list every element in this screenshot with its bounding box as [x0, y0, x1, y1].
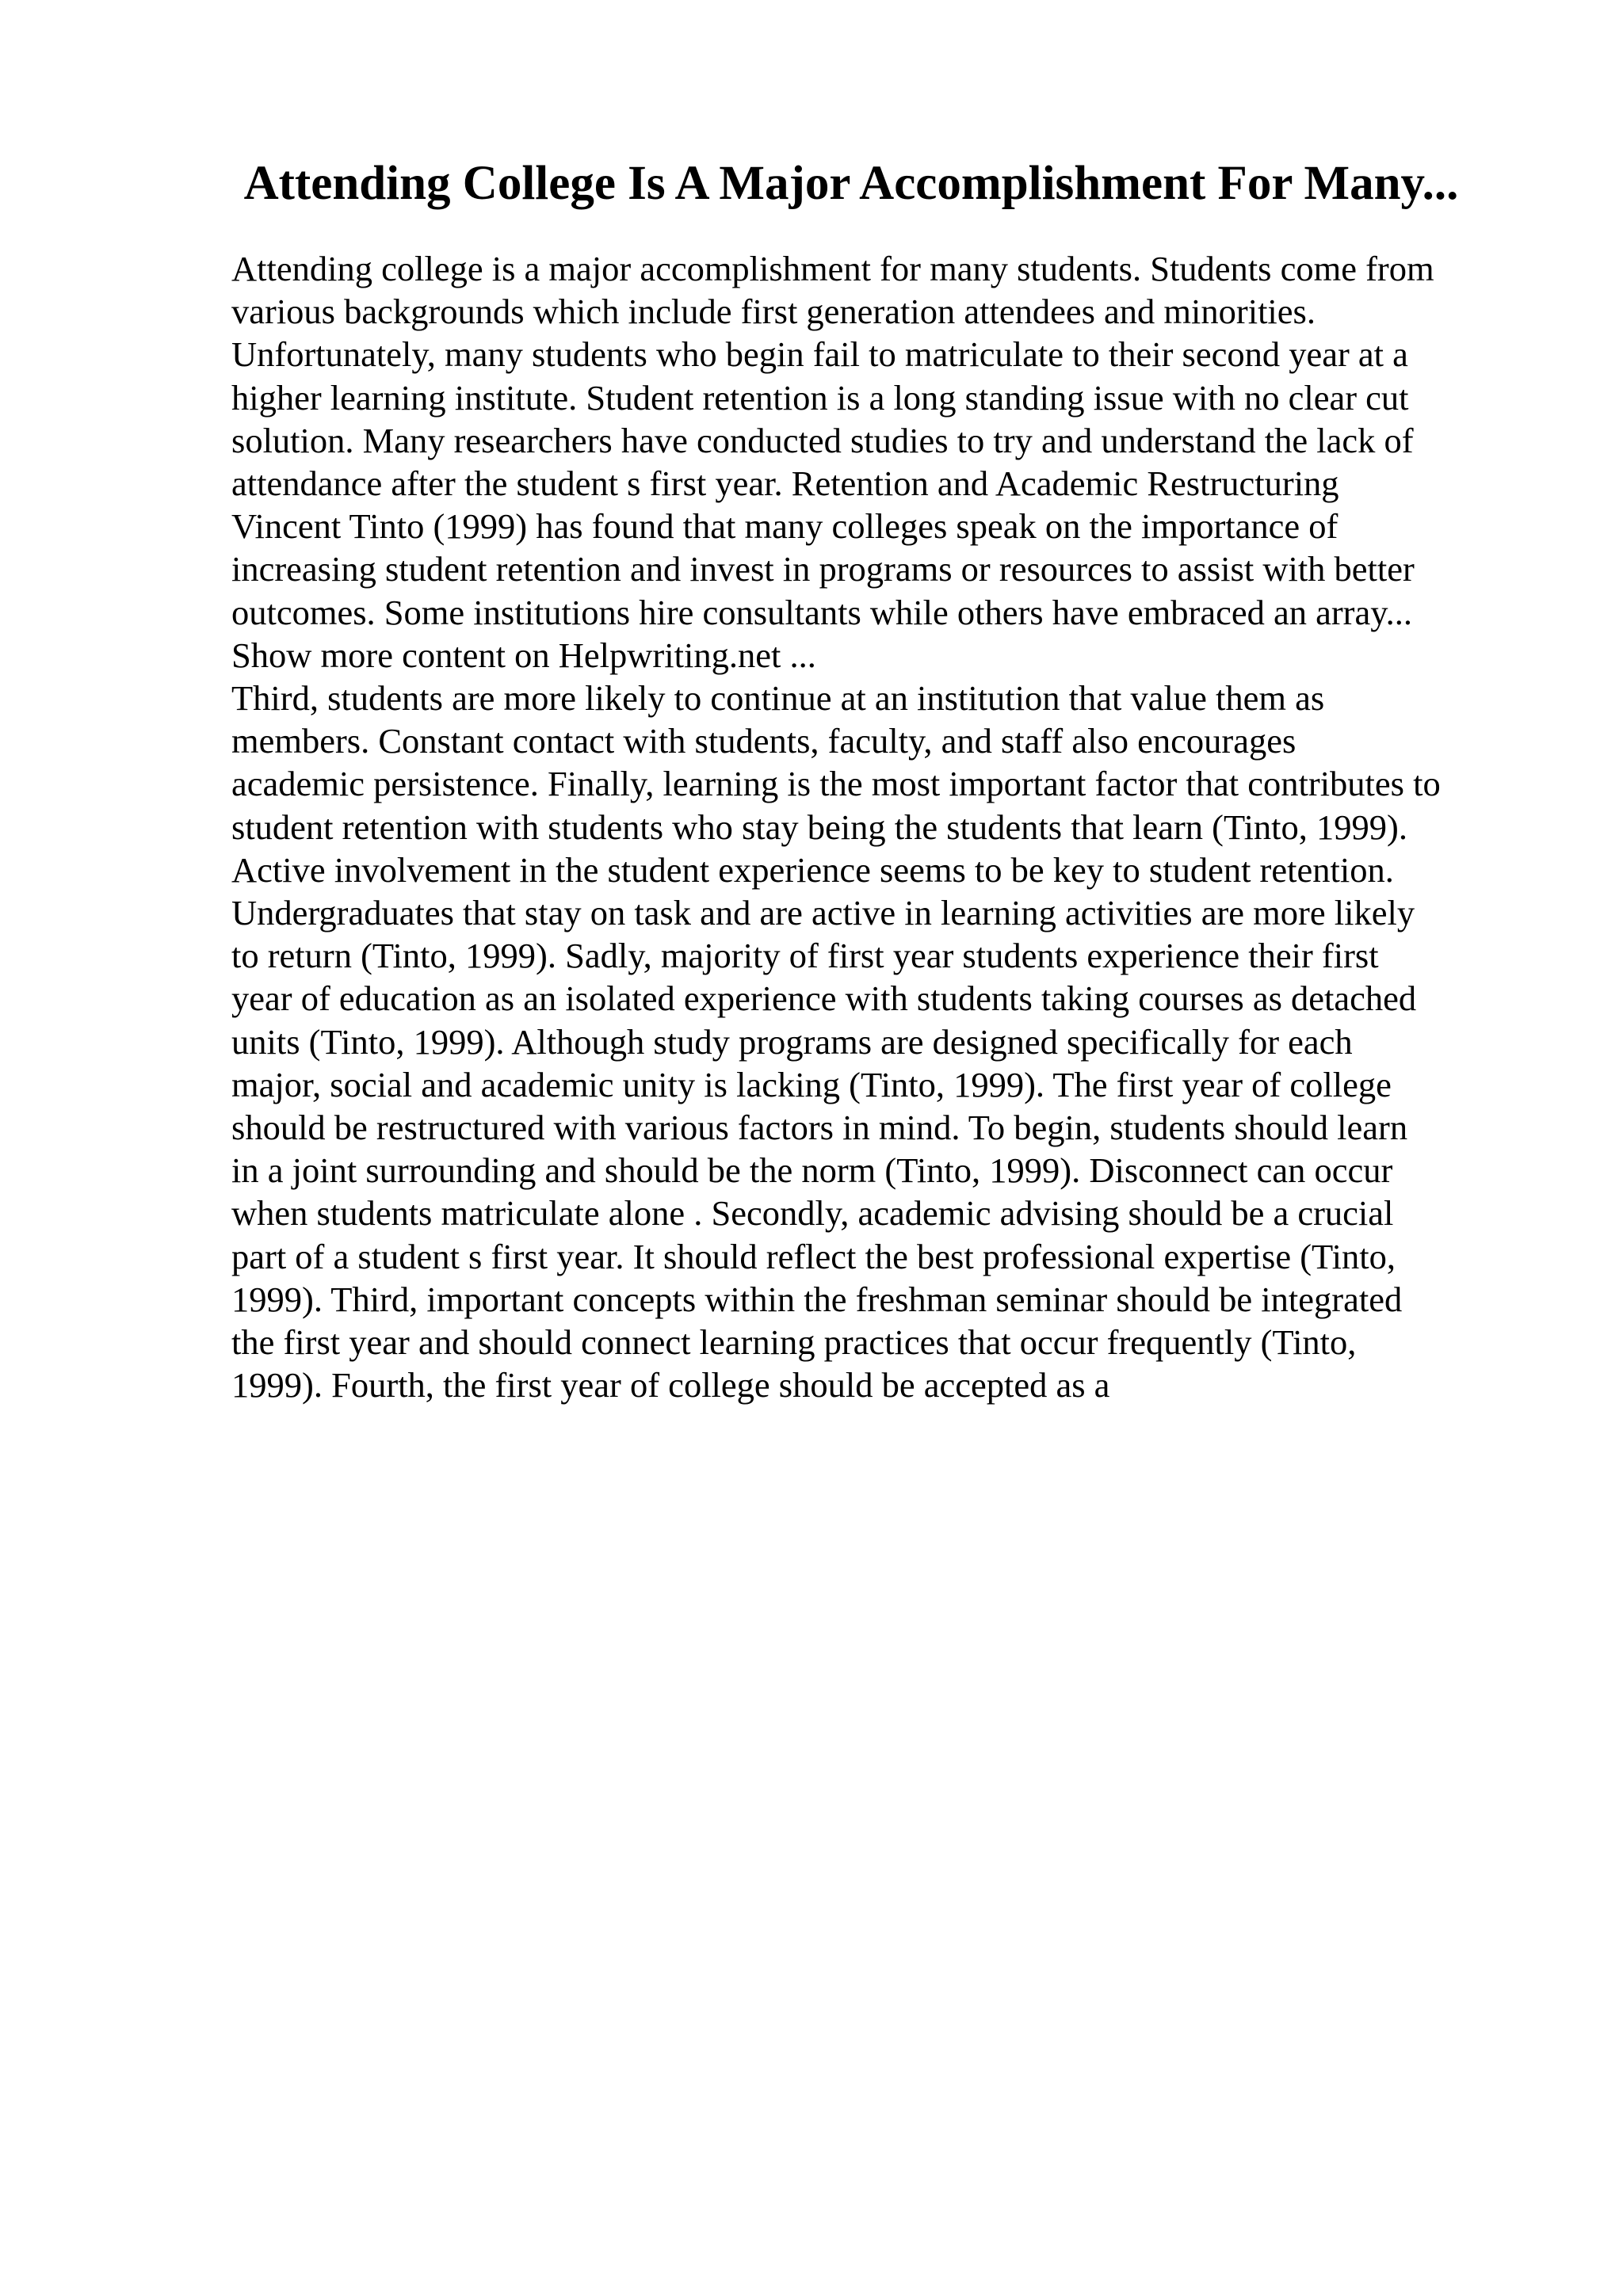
text-line: should be restructured with various factors in mind. To begin, students should learn	[231, 1108, 1408, 1148]
text-line: Unfortunately, many students who begin fail to matriculate to their second year at a	[231, 334, 1408, 375]
text-line: when students matriculate alone . Secondly, academic advising should be a crucial	[231, 1193, 1394, 1234]
page-title: Attending College Is A Major Accomplishment For Many...	[243, 157, 1459, 210]
text-line: Active involvement in the student experience seems to be key to student retention.	[231, 849, 1394, 890]
text-line: to return (Tinto, 1999). Sadly, majority of first year students experience their first	[231, 936, 1379, 976]
show-more-line: Show more content on Helpwriting.net ...	[231, 635, 816, 675]
text-line: Vincent Tinto (1999) has found that many colleges speak on the importance of	[231, 506, 1338, 547]
text-line: higher learning institute. Student retention is a long standing issue with no clear cut	[231, 377, 1409, 418]
text-line: part of a student s first year. It should reflect the best professional expertise (Tinto,	[231, 1236, 1396, 1276]
text-line: members. Constant contact with students, faculty, and staff also encourages	[231, 721, 1296, 761]
text-line: major, social and academic unity is lacking (Tinto, 1999). The first year of college	[231, 1064, 1392, 1104]
text-line: units (Tinto, 1999). Although study programs are designed specifically for each	[231, 1021, 1353, 1062]
text-line: 1999). Fourth, the first year of college should be accepted as a	[231, 1365, 1110, 1405]
text-line: increasing student retention and invest in programs or resources to assist with better	[231, 549, 1415, 589]
text-line: academic persistence. Finally, learning is the most important factor that contributes to	[231, 764, 1441, 804]
body-text	[231, 247, 1531, 1406]
text-line: Attending college is a major accomplishment for many students. Students come from	[231, 249, 1434, 288]
text-line: year of education as an isolated experience with students taking courses as detached	[231, 978, 1417, 1019]
text-line: the first year and should connect learning practices that occur frequently (Tinto,	[231, 1322, 1357, 1363]
text-line: Undergraduates that stay on task and are active in learning activities are more likely	[231, 893, 1415, 933]
text-line: Third, students are more likely to continue at an institution that value them as	[231, 678, 1325, 719]
text-line: student retention with students who stay being the students that learn (Tinto, 1999).	[231, 807, 1407, 847]
text-line: various backgrounds which include first generation attendees and minorities.	[231, 292, 1316, 332]
text-line: in a joint surrounding and should be the norm (Tinto, 1999). Disconnect can occur	[231, 1150, 1393, 1191]
text-line: attendance after the student s first year. Retention and Academic Restructuring	[231, 463, 1339, 504]
text-line: 1999). Third, important concepts within the freshman seminar should be integrated	[231, 1279, 1403, 1319]
text-line: outcomes. Some institutions hire consultants while others have embraced an array...	[231, 592, 1412, 632]
text-line: solution. Many researchers have conducted studies to try and understand the lack of	[231, 420, 1414, 460]
